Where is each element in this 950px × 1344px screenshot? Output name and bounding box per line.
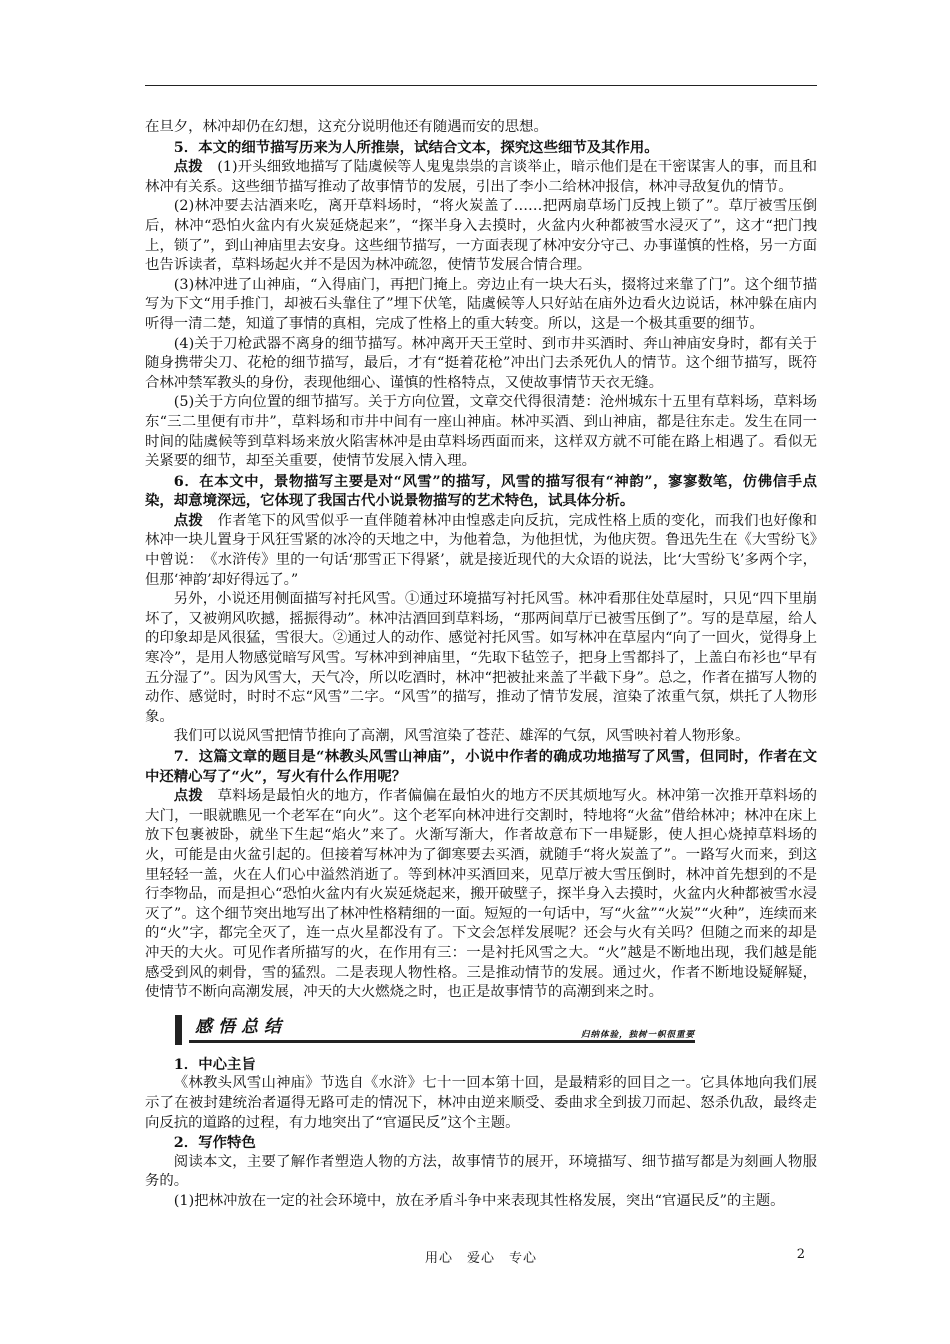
- body-paragraph: [145, 276, 817, 335]
- paragraph-text: 我们可以说风雪把情节推向了高潮，风雪渲染了苍茫、雄浑的气氛，风雪映衬着人物形象。: [173, 728, 750, 745]
- paragraph-text: 作者笔下的风雪似乎一直伴随着林冲由惶惑走向反抗，完成性格上质的变化，而我们也好像和林冲一块儿置身于风狂雪紧的冰冷的天地之中，为他着急，为他担忧，为他庆贺。鲁迅先生在《大雪纷飞》中曾说： 《水浒传》里的一句话‘那雪正下得紧’，就是接近现代的大众语的说法，比‘大雪纷飞’多两个字，但那‘神韵’却好得远了。”: [145, 512, 817, 588]
- document-body: [145, 118, 817, 1211]
- paragraph-text: 1．中心主旨: [173, 1055, 256, 1073]
- question-paragraph: [145, 138, 817, 158]
- hint-label: 点拨: [173, 158, 203, 176]
- paragraph-text: 2．写作特色: [173, 1134, 256, 1152]
- body-paragraph: [145, 118, 817, 138]
- analysis-section: [145, 118, 817, 1003]
- body-paragraph: [145, 511, 817, 590]
- body-paragraph: [145, 1074, 817, 1133]
- paragraph-text: 草料场是最怕火的地方，作者偏偏在最怕火的地方不厌其烦地写火。林冲第一次推开草料场的大门，一眼就瞧见一个老军在“向火”。这个老军向林冲进行交割时，特地将“火盆”借给林冲；林冲在床上放下包裹被卧，就坐下生起“焰火”来了。火渐写渐大，作者故意布下一串疑影，使人担心烧掉草料场的火，可能是由火盆引起的。但接着写林冲为了御寒要去买酒，就随手“将火炭盖了”。一路写火而来，到这里轻轻一盖，火在人们心中溢然消逝了。等到林冲买酒回来，见草厅被大雪压倒时，林冲首先想到的不是行李物品，而是担心“恐怕火盆内有火炭延烧起来，搬开破壁子，探半身入去摸时，火盆内火种都被雪水浸灭了”。这个细节突出地写出了林冲性格精细的一面。短短的一句话中，写“火盆”“火炭”“火种”，连续而来的“火”字，都完全灭了，连一点火星都没有了。下文会怎样发展呢？还会与火有关吗？但随之而来的却是冲天的大火。可见作者所描写的火，在作用有三：一是衬托风雪之大。“火”越是不断地出现，我们越是能感受到风的刺骨，雪的猛烈。二是表现人物性格。三是推动情节的发展。通过火，作者不断地设疑解疑，使情节不断向高潮发展，冲天的大火燃烧之时，也正是故事情节的高潮到来之时。: [145, 788, 817, 1001]
- body-paragraph: [145, 197, 817, 275]
- hint-label: 点拨: [173, 787, 204, 805]
- body-paragraph: [145, 335, 817, 394]
- paragraph-text: 阅读本文，主要了解作者塑造人物的方法，故事情节的展开，环境描写、细节描写都是为刻画人物服务的。: [145, 1153, 817, 1190]
- banner-underline: [189, 1040, 695, 1043]
- paragraph-text: (1)把林冲放在一定的社会环境中，放在矛盾斗争中来表现其性格发展，突出“官逼民反”的主题。: [173, 1192, 785, 1209]
- summary-banner: [175, 1013, 695, 1047]
- paragraph-text: (2)林冲要去沽酒来吃，离开草料场时，“将火炭盖了……把两扇草场门反拽上锁了”。草厅被雪压倒后，林冲“恐怕火盆内有火炭延烧起来”，“探半身入去摸时，火盆内火种都被雪水浸灭了”，这才“把门拽上，锁了”，到山神庙里去安身。这些细节描写，一方面表现了林冲安分守己、办事谨慎的性格，另一方面也告诉读者，草料场起火并不是因为林冲疏忽，使情节发展合情合理。: [145, 198, 817, 274]
- paragraph-text: 7．这篇文章的题目是“林教头风雪山神庙”，小说中作者的确成功地描写了风雪，但同时，作者在文中还精心写了“火”，写火有什么作用呢？: [145, 748, 817, 785]
- body-paragraph: [145, 786, 817, 1003]
- paragraph-text: 在旦夕，林冲却仍在幻想，这充分说明他还有随遇而安的思想。: [145, 119, 548, 135]
- paragraph-text: 《林教头风雪山神庙》节选自《水浒》七十一回本第十回，是最精彩的回目之一。它具体地向我们展示了在被封建统治者逼得无路可走的情况下，林冲由逆来顺受、委曲求全到拔刀而起、怒杀仇敌，最终走向反抗的道路的过程，有力地突出了“官逼民反”这个主题。: [145, 1075, 817, 1131]
- question-paragraph: [145, 747, 817, 786]
- body-paragraph: [145, 1153, 817, 1192]
- hint-label: 点拨: [173, 511, 204, 529]
- paragraph-text: (1)开头细致地描写了陆虞候等人鬼鬼祟祟的言谈举止，暗示他们是在干密谋害人的事，而且和林冲有关系。这些细节描写推动了故事情节的发展，引出了李小二给林冲报信，林冲寻敌复仇的情节。: [145, 159, 817, 195]
- paragraph-text: 6．在本文中，景物描写主要是对“风雪”的描写，风雪的描写很有“神韵”，寥寥数笔，仿佛信手点染，却意境深远，它体现了我国古代小说景物描写的艺术特色，试具体分析。: [145, 472, 817, 510]
- paragraph-text: 另外，小说还用侧面描写衬托风雪。①通过环境描写衬托风雪。林冲看那住处草屋时，只见“四下里崩坏了，又被朔风吹撼，摇振得动”。林冲沽酒回到草料场，“那两间草厅已被雪压倒了”。写的是草屋，给人的印象却是风很猛，雪很大。②通过人的动作、感觉衬托风雪。如写林冲在草屋内“向了一回火，觉得身上寒冷”，是用人物感觉暗写风雪。写林冲到神庙里，“先取下毡笠子，把身上雪都抖了，上盖白布衫也“早有五分湿了”。因为风雪大，天气冷，所以吃酒时，林冲“把被扯来盖了半截下身”。总之，作者在描写人物的动作、感觉时，时时不忘“风雪”二字。“风雪”的描写，推动了情节发展，渲染了浓重气氛，烘托了人物形象。: [145, 591, 817, 725]
- body-paragraph: [145, 393, 817, 471]
- body-paragraph: [145, 727, 817, 747]
- footer-motto: 用心 爱心 专心: [424, 1251, 537, 1266]
- paragraph-text: (4)关于刀枪武器不离身的细节描写。林冲离开天王堂时、到市井买酒时、奔山神庙安身时，都有关于随身携带尖刀、花枪的细节描写，最后，才有“挺着花枪”冲出门去杀死仇人的情节。这个细节描写，既符合林冲禁军教头的身份，表现他细心、谨慎的性格特点，又使故事情节天衣无缝。: [145, 335, 817, 391]
- paragraph-text: 5．本文的细节描写历来为人所推崇，试结合文本，探究这些细节及其作用。: [173, 138, 659, 156]
- question-paragraph: [145, 1055, 817, 1075]
- paragraph-text: (5)关于方向位置的细节描写。关于方向位置，文章交代得很清楚：沧州城东十五里有草料场，草料场东“三二里便有市井”，草料场和市井中间有一座山神庙。林冲买酒、到山神庙，都是往东走。发生在同一时间的陆虞候等到草料场来放火陷害林冲是由草料场西面而来，这样双方就不可能在路上相遇了。看似无关紧要的细节，却至关重要，使情节发展入情入理。: [145, 394, 817, 470]
- body-paragraph: [145, 1192, 817, 1212]
- body-paragraph: [145, 157, 817, 197]
- page-number: 2: [796, 1247, 805, 1262]
- banner-subtitle: 归纳体验，独树一帜很重要: [580, 1029, 695, 1040]
- question-paragraph: [145, 472, 817, 511]
- header-rule: [145, 85, 817, 86]
- banner-title: 感悟总结: [195, 1016, 287, 1037]
- question-paragraph: [145, 1133, 817, 1153]
- paragraph-text: (3)林冲进了山神庙，“入得庙门，再把门掩上。旁边止有一块大石头，掇将过来靠了门”。这个细节描写为下文“用手推门，却被石头靠住了”埋下伏笔，陆虞候等人只好站在庙外边看火边说话，林冲躲在庙内听得一清二楚，知道了事情的真相，完成了性格上的重大转变。所以，这是一个极其重要的细节。: [145, 276, 817, 332]
- body-paragraph: [145, 590, 817, 727]
- banner-bar: [175, 1015, 182, 1045]
- summary-section: [145, 1055, 817, 1212]
